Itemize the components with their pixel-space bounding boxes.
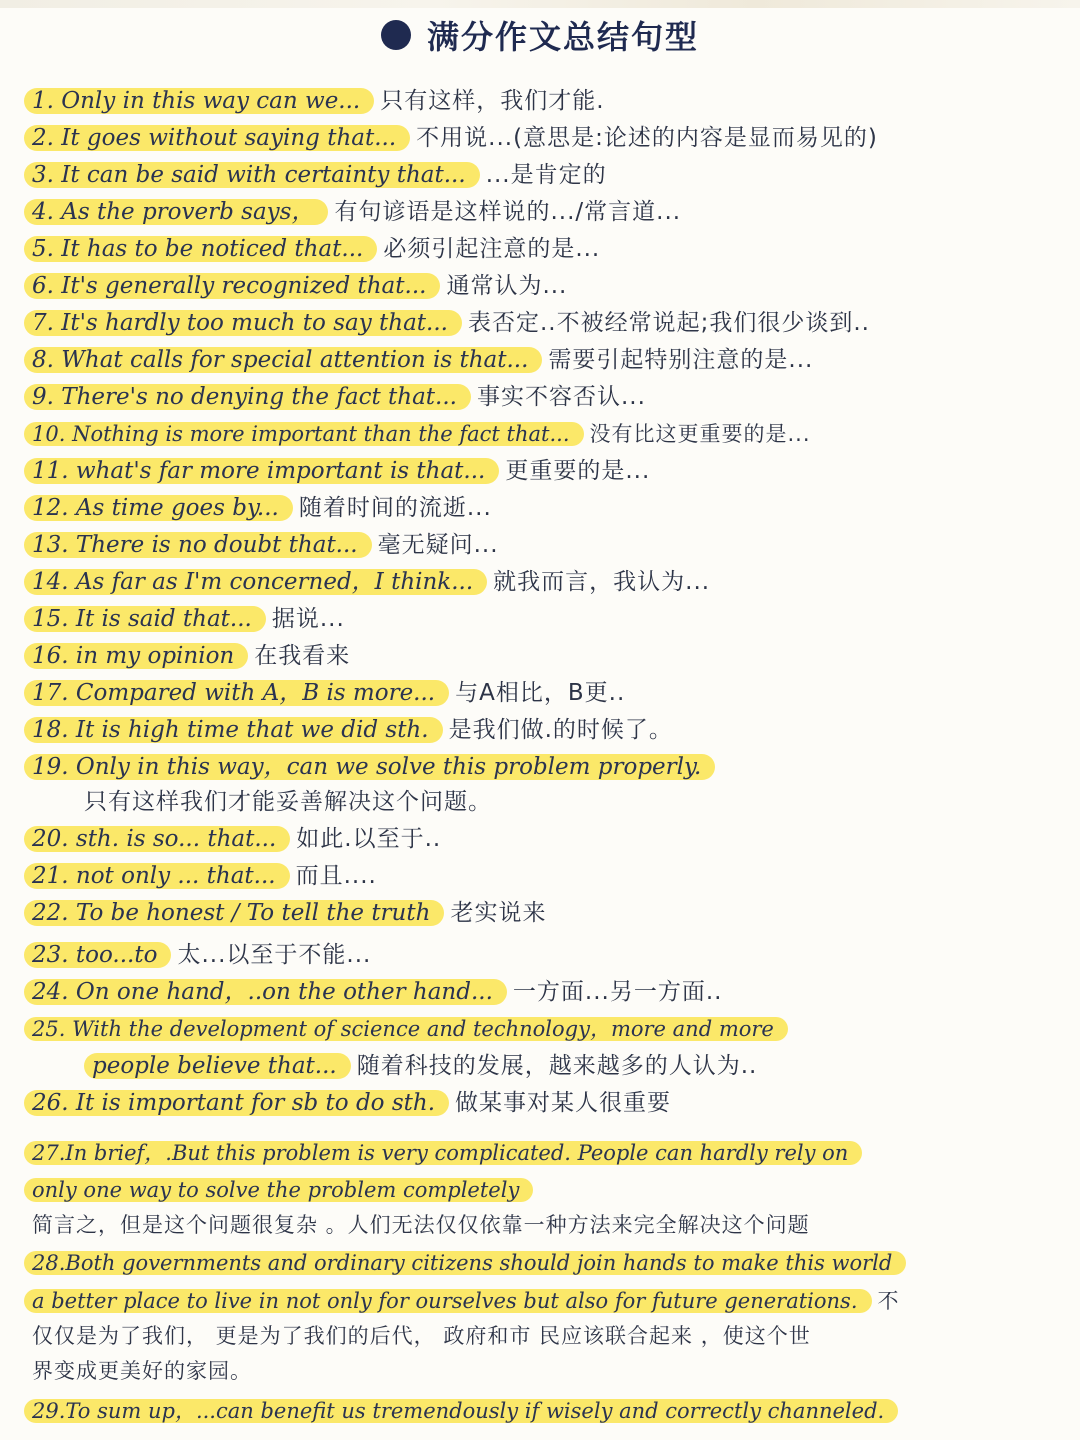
cn-translation: 如此.以至于.. [296,826,442,852]
list-item [24,861,1066,891]
list-item [24,824,1066,854]
en-phrase: 21. not only ... that... [24,863,290,889]
list-item [24,419,1066,449]
en-phrase: 18. It is high time that we did sth. [24,717,443,743]
list-item [24,456,1066,486]
block-line [24,1175,1066,1205]
page-title: 满分作文总结句型 [426,18,699,56]
en-phrase: 24. On one hand，..on the other hand... [24,979,507,1005]
en-phrase: 4. As the proverb says， [24,199,328,225]
list-item [24,271,1066,301]
list-item-continuation [84,787,1066,817]
cn-translation: 随着科技的发展，越来越多的人认为.. [356,1053,758,1079]
en-phrase: 7. It's hardly too much to say that... [24,310,462,336]
en-phrase: 13. There is no doubt that... [24,532,372,558]
cn-translation: 没有比这更重要的是... [589,422,811,446]
list-item [24,641,1066,671]
block-line [32,1210,1066,1240]
list-item [24,977,1066,1007]
cn-translation: 据说... [271,606,345,632]
cn-translation: 而且.... [295,863,377,889]
en-phrase: 19. Only in this way，can we solve this problem properly. [24,754,715,780]
list-item [24,715,1066,745]
en-phrase: 10. Nothing is more important than the fact that... [24,422,584,446]
list-item [24,308,1066,338]
en-phrase: 17. Compared with A，B is more... [24,680,449,706]
cn-translation: 必须引起注意的是... [383,236,601,262]
list-item [24,382,1066,412]
en-phrase: only one way to solve the problem completely [24,1178,533,1202]
en-phrase: 22. To be honest / To tell the truth [24,900,444,926]
en-phrase: 8. What calls for special attention is that... [24,347,542,373]
cn-translation: 一方面...另一方面.. [512,979,723,1005]
list-item [24,752,1066,782]
en-phrase: 27.In brief，.But this problem is very complicated. People can hardly rely on [24,1141,862,1165]
list-item [24,898,1066,928]
cn-translation: 与A相比，B更.. [455,680,626,706]
cn-translation: 有句谚语是这样说的.../常言道... [334,199,682,225]
en-phrase: 20. sth. is so... that... [24,826,290,852]
list-item [24,1014,1066,1044]
list-item-continuation [84,1051,1066,1081]
cn-translation: 简言之，但是这个问题很复杂 。人们无法仅仅依靠一种方法来完全解决这个问题 [32,1213,810,1237]
block-line [24,1286,1066,1316]
en-phrase: 23. too...to [24,942,171,968]
list-item [24,530,1066,560]
en-phrase: 14. As far as I'm concerned，I think... [24,569,487,595]
en-phrase: 15. It is said that... [24,606,266,632]
cn-translation: 不用说...(意思是:论述的内容是显而易见的) [416,125,878,151]
block-line [24,1248,1066,1278]
en-phrase: 6. It's generally recognized that... [24,273,440,299]
en-phrase: 3. It can be said with certainty that... [24,162,480,188]
cn-translation: 老实说来 [450,900,547,926]
cn-translation: 随着时间的流逝... [298,495,492,521]
cn-translation: 不 [877,1289,900,1313]
cn-translation: 需要引起特别注意的是... [548,347,814,373]
cn-translation: 在我看来 [254,643,351,669]
en-phrase: a better place to live in not only for ourselves but also for future generations. [24,1289,872,1313]
en-phrase: 29.To sum up，...can benefit us tremendously if wisely and correctly channeled. [24,1399,898,1423]
list-item [24,1088,1066,1118]
en-phrase: 1. Only in this way can we... [24,88,374,114]
block-line [32,1356,1066,1386]
list-item [24,678,1066,708]
cn-translation: 只有这样，我们才能. [380,88,605,114]
cn-translation: 界变成更美好的家园。 [32,1359,252,1383]
cn-translation: 毫无疑问... [377,532,499,558]
cn-translation: 太...以至于不能... [177,942,372,968]
list-item [24,345,1066,375]
cn-translation: 是我们做.的时候了。 [448,717,673,743]
block-line [24,1138,1066,1168]
cn-translation: 通常认为... [446,273,568,299]
list-item [24,160,1066,190]
en-phrase: 11. what's far more important is that... [24,458,499,484]
en-phrase: 25. With the development of science and technology，more and more [24,1017,788,1041]
list-item [24,940,1066,970]
en-phrase: 28.Both governments and ordinary citizens should join hands to make this world [24,1251,906,1275]
cn-translation: 事实不容否认... [476,384,646,410]
list-item [24,604,1066,634]
block-line [24,1396,1066,1426]
cn-translation: 做某事对某人很重要 [455,1090,672,1116]
en-phrase: 26. It is important for sb to do sth. [24,1090,449,1116]
list-item [24,86,1066,116]
list-item [24,493,1066,523]
en-phrase: people believe that... [84,1053,351,1079]
cn-translation: 表否定..不被经常说起;我们很少谈到.. [467,310,870,336]
en-phrase: 5. It has to be noticed that... [24,236,377,262]
cn-translation: 就我而言，我认为... [493,569,711,595]
list-item [24,567,1066,597]
block-line [32,1321,1066,1351]
cn-translation: ...是肯定的 [485,162,607,188]
en-phrase: 12. As time goes by... [24,495,293,521]
en-phrase: 2. It goes without saying that... [24,125,410,151]
cn-translation: 只有这样我们才能妥善解决这个问题。 [84,789,492,815]
en-phrase: 9. There's no denying the fact that... [24,384,471,410]
list-item [24,123,1066,153]
cn-translation: 更重要的是... [505,458,651,484]
list-item [24,197,1066,227]
list-item [24,234,1066,264]
cn-translation: 仅仅是为了我们， 更是为了我们的后代， 政府和市 民应该联合起来 ，使这个世 [32,1324,811,1348]
en-phrase: 16. in my opinion [24,643,248,669]
